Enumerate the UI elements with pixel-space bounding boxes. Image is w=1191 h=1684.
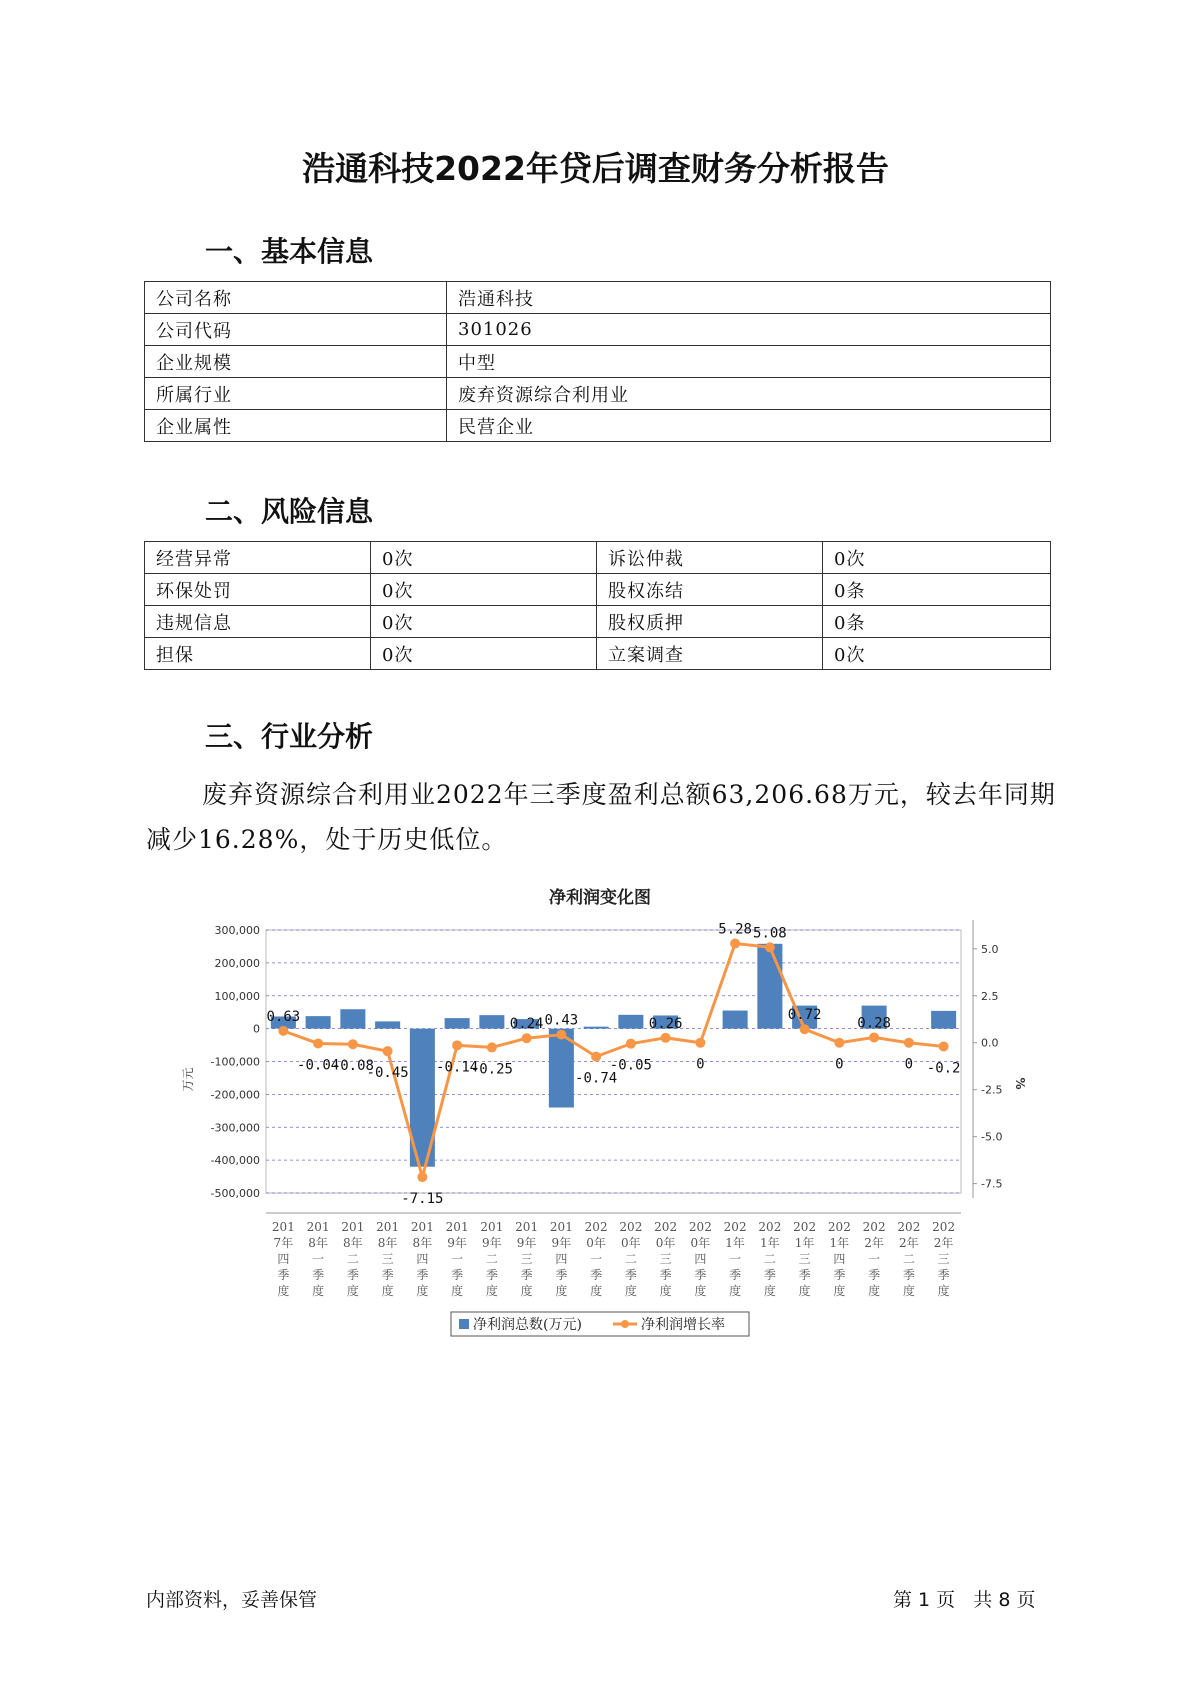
data-label: 0.63 bbox=[266, 1008, 301, 1025]
data-label: -0.45 bbox=[366, 1065, 409, 1082]
risk-info-table bbox=[144, 541, 1051, 670]
table-row bbox=[145, 638, 1051, 670]
x-tick-label: 202 0年二季度 bbox=[619, 1220, 643, 1298]
report-title: 浩通科技2022年贷后调查财务分析报告 bbox=[302, 149, 889, 188]
data-label: 5.28 bbox=[718, 921, 752, 938]
bar bbox=[375, 1021, 400, 1028]
growth-point bbox=[383, 1046, 393, 1056]
data-label: -0.08 bbox=[331, 1058, 374, 1075]
footer-confidential: 内部资料，妥善保管 bbox=[146, 1589, 318, 1611]
data-label: 5.08 bbox=[753, 925, 787, 942]
bar bbox=[445, 1018, 470, 1029]
risk-label: 股权冻结 bbox=[597, 574, 823, 606]
growth-point bbox=[452, 1040, 462, 1050]
x-tick-label: 202 2年二季度 bbox=[897, 1220, 921, 1298]
chart-title: 净利润变化图 bbox=[549, 888, 651, 908]
legend-swatch-bar bbox=[459, 1319, 469, 1329]
basic-info-label: 企业规模 bbox=[145, 346, 447, 378]
section-basic-heading: 一、基本信息 bbox=[205, 235, 374, 268]
risk-value: 0条 bbox=[823, 606, 1051, 638]
y-tick-label: -100,000 bbox=[210, 1055, 260, 1069]
x-tick-label: 201 8年二季度 bbox=[341, 1220, 365, 1298]
x-tick-label: 202 1年四季度 bbox=[827, 1220, 851, 1298]
legend-label-bar: 净利润总数(万元) bbox=[473, 1317, 582, 1333]
bar bbox=[306, 1016, 331, 1028]
risk-label: 环保处罚 bbox=[145, 574, 371, 606]
x-tick-label: 202 1年三季度 bbox=[793, 1220, 817, 1298]
bar bbox=[723, 1011, 748, 1029]
table-row bbox=[145, 378, 1051, 410]
table-row bbox=[145, 410, 1051, 442]
x-tick-label: 202 1年一季度 bbox=[723, 1220, 747, 1298]
bar bbox=[479, 1015, 504, 1028]
growth-point bbox=[730, 939, 740, 949]
data-label: -0.05 bbox=[609, 1057, 652, 1074]
growth-point bbox=[661, 1033, 671, 1043]
data-label: -0.14 bbox=[436, 1059, 479, 1076]
data-label: 0 bbox=[835, 1056, 844, 1073]
growth-point bbox=[695, 1038, 705, 1048]
risk-value: 0次 bbox=[371, 606, 597, 638]
risk-value: 0次 bbox=[823, 638, 1051, 670]
table-row bbox=[145, 314, 1051, 346]
y-axis-label: 万元 bbox=[181, 1067, 195, 1092]
y-tick-label: -400,000 bbox=[210, 1154, 260, 1168]
basic-info-label: 公司代码 bbox=[145, 314, 447, 346]
y-tick-label: 200,000 bbox=[214, 956, 260, 970]
x-tick-label: 201 9年一季度 bbox=[445, 1220, 469, 1298]
industry-paragraph: 废弃资源综合利用业2022年三季度盈利总额63,206.68万元，较去年同期减少16.28%，处于历史低位。 bbox=[146, 780, 1056, 854]
x-tick-label: 201 8年一季度 bbox=[306, 1220, 330, 1298]
table-row bbox=[145, 606, 1051, 638]
y2-axis-label: % bbox=[1013, 1077, 1027, 1090]
data-label: -0.2 bbox=[926, 1060, 961, 1077]
y2-tick-label: -5.0 bbox=[981, 1130, 1003, 1144]
data-label: -7.15 bbox=[401, 1191, 444, 1208]
section-industry-heading: 三、行业分析 bbox=[205, 720, 374, 753]
x-tick-label: 202 2年一季度 bbox=[862, 1220, 886, 1298]
growth-point bbox=[626, 1039, 636, 1049]
table-row bbox=[145, 282, 1051, 314]
growth-point bbox=[834, 1038, 844, 1048]
data-label: 0.43 bbox=[544, 1012, 579, 1029]
growth-point bbox=[765, 942, 775, 952]
risk-value: 0次 bbox=[371, 638, 597, 670]
data-label: 0 bbox=[904, 1056, 914, 1073]
legend-swatch-point bbox=[621, 1320, 629, 1328]
net-profit-chart bbox=[170, 880, 1070, 1340]
risk-label: 担保 bbox=[145, 638, 371, 670]
basic-info-value: 废弃资源综合利用业 bbox=[447, 378, 1051, 410]
y2-tick-label: 5.0 bbox=[981, 942, 999, 956]
risk-label: 经营异常 bbox=[145, 542, 371, 574]
data-label: -0.74 bbox=[575, 1070, 618, 1087]
y2-tick-label: -2.5 bbox=[981, 1083, 1003, 1097]
growth-point bbox=[487, 1042, 497, 1052]
basic-info-value: 民营企业 bbox=[447, 410, 1051, 442]
data-label: 0.26 bbox=[648, 1015, 683, 1032]
bar bbox=[931, 1011, 956, 1029]
section-risk-heading: 二、风险信息 bbox=[205, 495, 374, 528]
data-label: 0.24 bbox=[509, 1016, 544, 1033]
growth-point bbox=[417, 1172, 427, 1182]
x-tick-label: 202 0年三季度 bbox=[654, 1220, 678, 1298]
bar bbox=[340, 1009, 365, 1028]
x-tick-label: 201 8年四季度 bbox=[410, 1220, 434, 1298]
growth-point bbox=[313, 1038, 323, 1048]
basic-info-value: 中型 bbox=[447, 346, 1051, 378]
basic-info-value: 301026 bbox=[447, 314, 1051, 346]
table-row bbox=[145, 574, 1051, 606]
data-label: 0 bbox=[696, 1056, 705, 1073]
risk-value: 0次 bbox=[371, 574, 597, 606]
y-tick-label: -500,000 bbox=[210, 1187, 260, 1200]
risk-label: 诉讼仲裁 bbox=[597, 542, 823, 574]
x-tick-label: 202 0年四季度 bbox=[688, 1220, 712, 1298]
basic-info-label: 所属行业 bbox=[145, 378, 447, 410]
data-label: -0.04 bbox=[297, 1057, 340, 1074]
bar bbox=[584, 1027, 609, 1029]
growth-point bbox=[591, 1052, 601, 1062]
growth-point bbox=[278, 1026, 288, 1036]
x-tick-label: 201 7年四季度 bbox=[271, 1220, 295, 1298]
data-label: 0.28 bbox=[857, 1015, 891, 1032]
y-tick-label: 0 bbox=[253, 1022, 260, 1036]
basic-info-table bbox=[144, 281, 1051, 442]
y-tick-label: 300,000 bbox=[214, 924, 260, 937]
basic-info-label: 公司名称 bbox=[145, 282, 447, 314]
growth-point bbox=[348, 1039, 358, 1049]
y-tick-label: -300,000 bbox=[210, 1121, 260, 1135]
x-tick-label: 201 9年二季度 bbox=[480, 1220, 504, 1298]
growth-point bbox=[800, 1024, 810, 1034]
bar bbox=[757, 944, 782, 1029]
y-tick-label: -200,000 bbox=[210, 1088, 260, 1102]
risk-value: 0次 bbox=[371, 542, 597, 574]
growth-point bbox=[522, 1033, 532, 1043]
x-tick-label: 202 2年三季度 bbox=[932, 1220, 956, 1298]
table-row bbox=[145, 346, 1051, 378]
x-tick-label: 202 0年一季度 bbox=[584, 1220, 608, 1298]
x-tick-label: 201 9年四季度 bbox=[549, 1220, 573, 1298]
footer-page-number: 第 1 页 共 8 页 bbox=[893, 1589, 1036, 1611]
y2-tick-label: 2.5 bbox=[981, 989, 999, 1003]
risk-value: 0次 bbox=[823, 542, 1051, 574]
bar bbox=[618, 1015, 643, 1029]
basic-info-label: 企业属性 bbox=[145, 410, 447, 442]
risk-label: 违规信息 bbox=[145, 606, 371, 638]
y2-tick-label: -7.5 bbox=[981, 1177, 1003, 1191]
y2-tick-label: 0.0 bbox=[981, 1036, 999, 1050]
risk-label: 股权质押 bbox=[597, 606, 823, 638]
basic-info-value: 浩通科技 bbox=[447, 282, 1051, 314]
x-tick-label: 201 9年三季度 bbox=[515, 1220, 539, 1298]
data-label: -0.25 bbox=[470, 1061, 513, 1078]
table-row bbox=[145, 542, 1051, 574]
growth-point bbox=[869, 1032, 879, 1042]
data-label: 0.72 bbox=[787, 1007, 822, 1024]
x-tick-label: 202 1年二季度 bbox=[758, 1220, 782, 1298]
growth-point bbox=[939, 1041, 949, 1051]
x-tick-label: 201 8年三季度 bbox=[376, 1220, 400, 1298]
growth-point bbox=[556, 1030, 566, 1040]
growth-point bbox=[904, 1038, 914, 1048]
risk-value: 0条 bbox=[823, 574, 1051, 606]
legend-label-line: 净利润增长率 bbox=[641, 1317, 725, 1333]
risk-label: 立案调查 bbox=[597, 638, 823, 670]
y-tick-label: 100,000 bbox=[214, 989, 260, 1003]
